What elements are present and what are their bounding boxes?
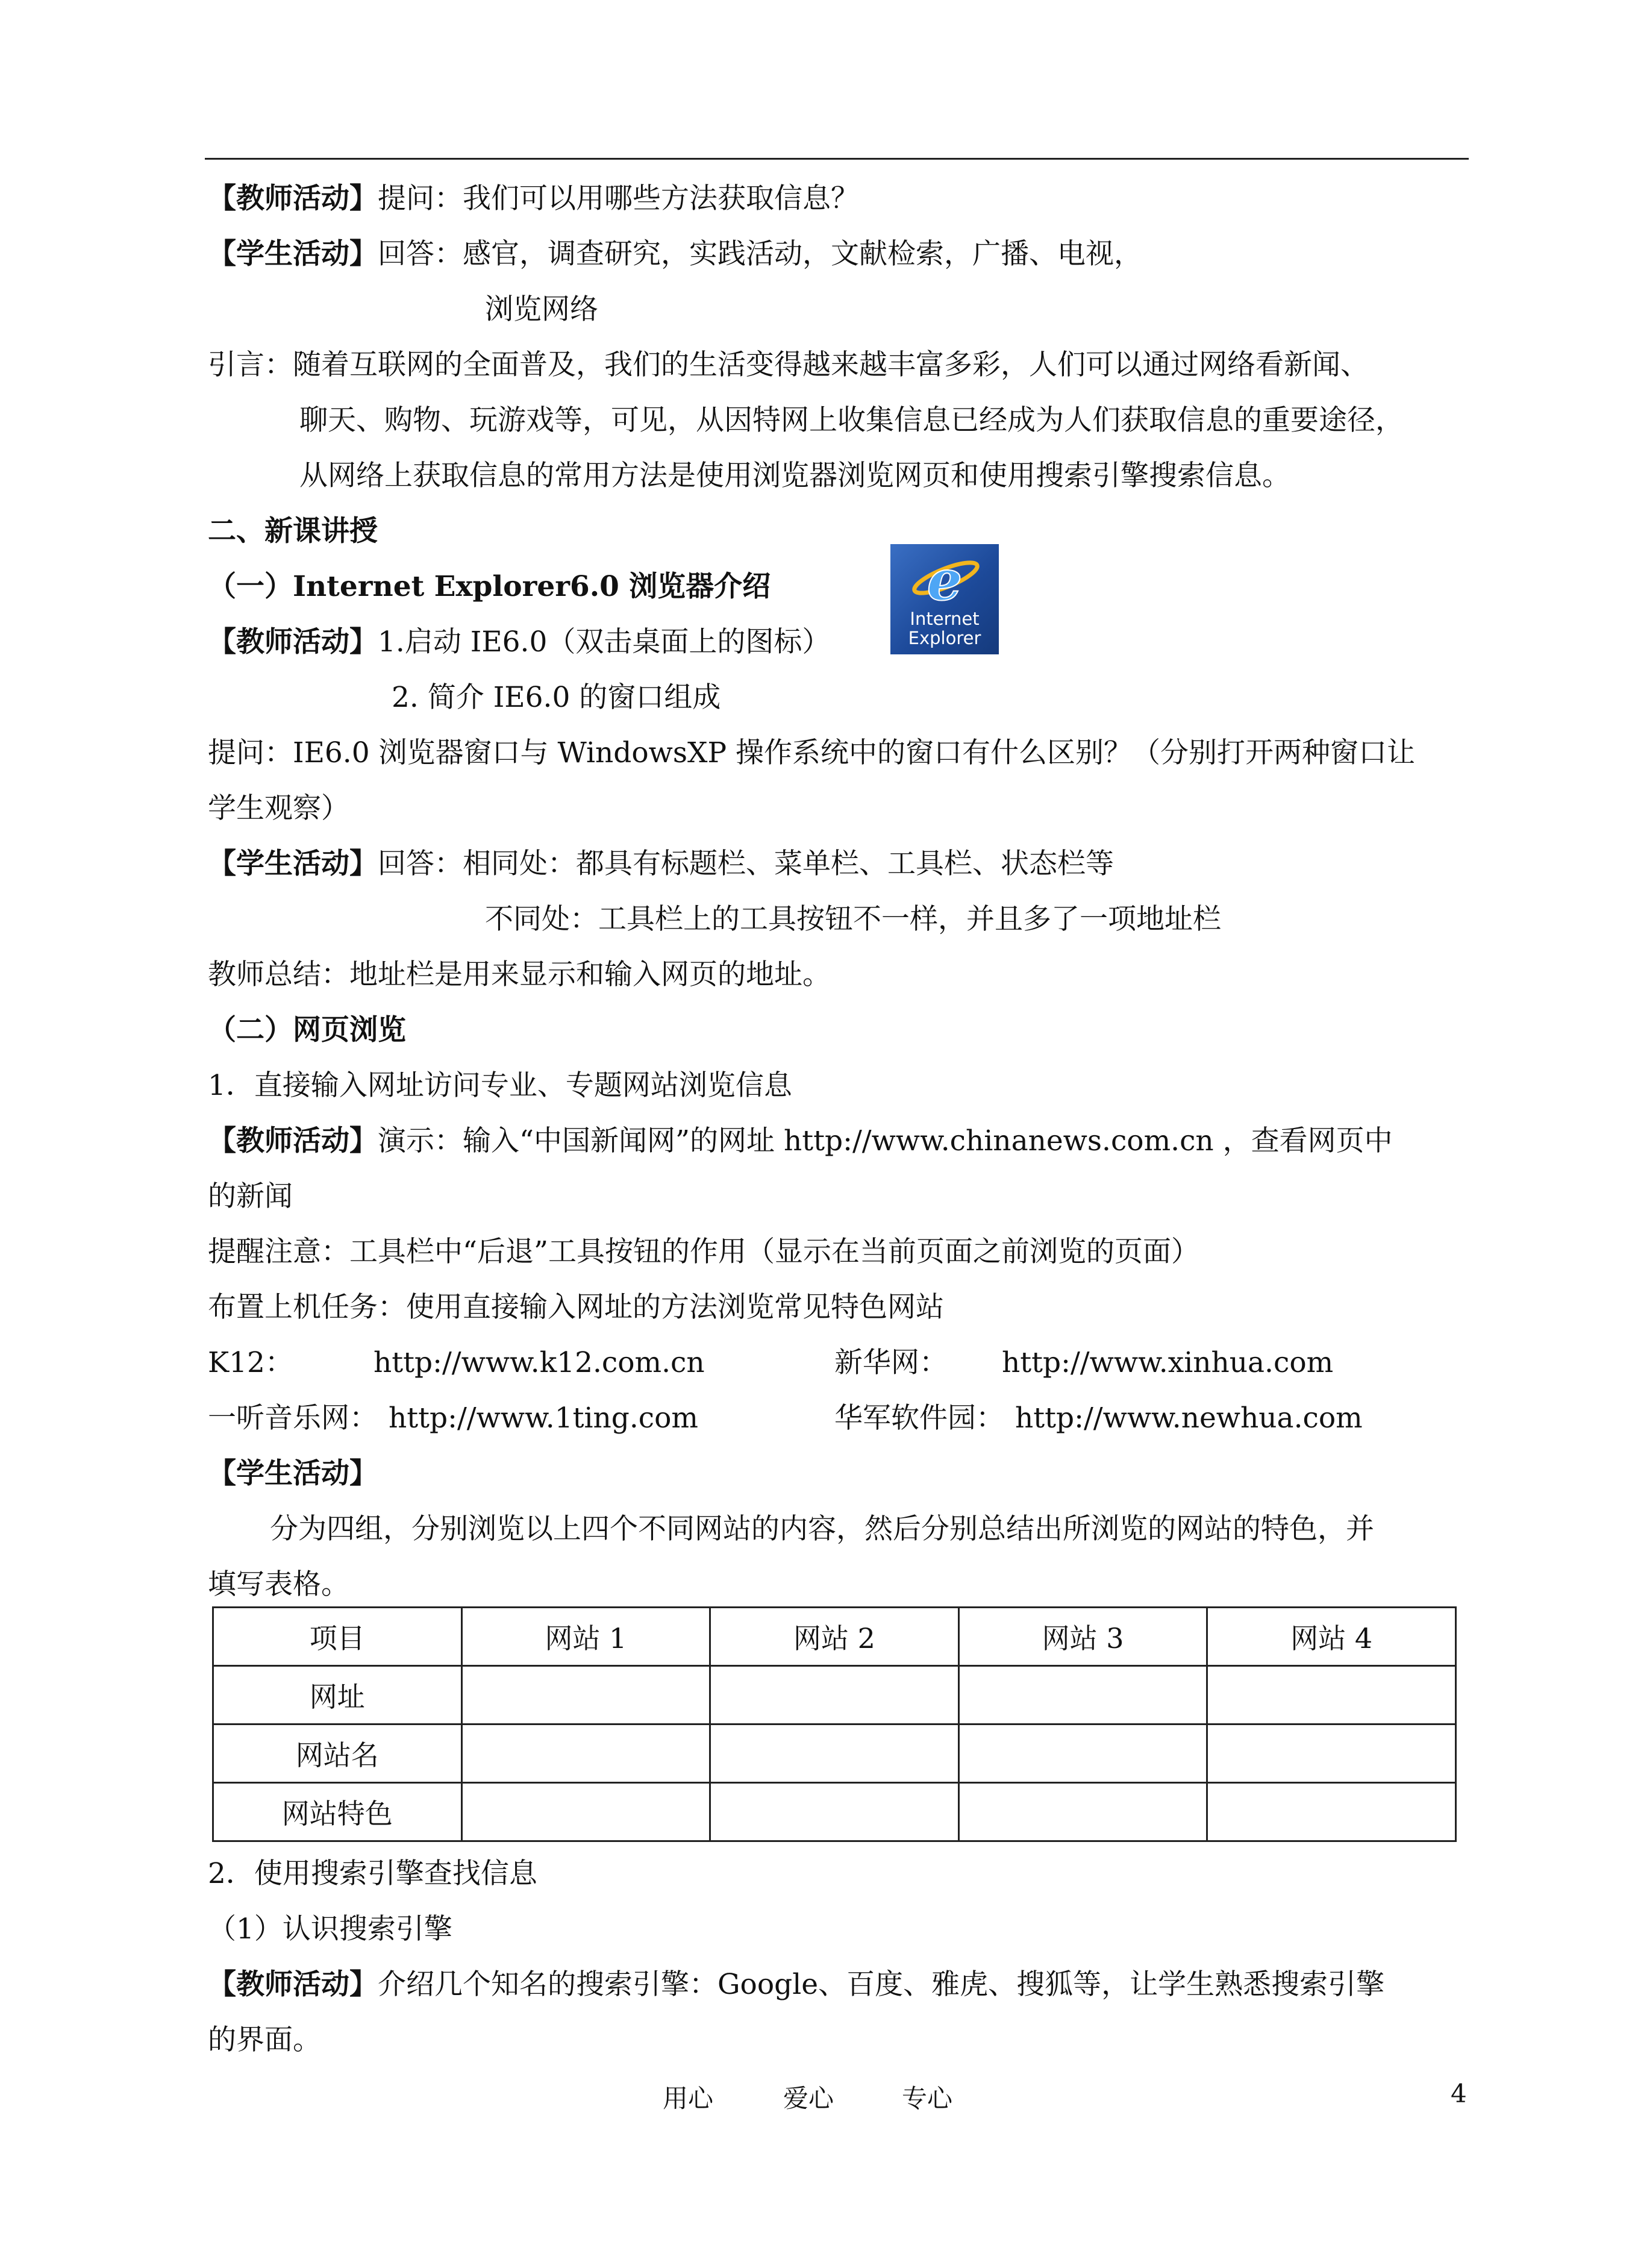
ie-icon-label-2: Explorer [908, 628, 981, 648]
line-assignment: 布置上机任务：使用直接输入网址的方法浏览常见特色网站 [208, 1291, 944, 1324]
site-url-1ting: http://www.1ting.com [389, 1402, 698, 1435]
table-row-label: 网址 [213, 1666, 462, 1724]
table-cell [958, 1724, 1207, 1783]
table-cell [461, 1724, 710, 1783]
line-ie-window: 2. 简介 IE6.0 的窗口组成 [392, 681, 721, 714]
line-teacher-question [208, 181, 859, 217]
line-answer-cont: 浏览网络 [485, 293, 598, 326]
line-reminder: 提醒注意：工具栏中“后退”工具按钮的作用（显示在当前页面之前浏览的页面） [208, 1235, 1200, 1268]
table-cell [461, 1666, 710, 1724]
website-table [212, 1606, 1457, 1842]
footer-text-mid: 爱心 [783, 2084, 834, 2113]
table-header-cell: 项目 [213, 1608, 462, 1666]
line-intro-2: 聊天、购物、玩游戏等，可见，从因特网上收集信息已经成为人们获取信息的重要途径， [299, 404, 1404, 437]
line-text: 1.启动 IE6.0（双击桌面上的图标） [378, 625, 831, 659]
header-rule [205, 158, 1469, 160]
line-teacher-demo [208, 1123, 1393, 1159]
teacher-activity-tag: 【教师活动】 [208, 625, 378, 659]
table-cell [1207, 1783, 1456, 1841]
subsection-heading-ie: （一）Internet Explorer6.0 浏览器介绍 [208, 570, 771, 603]
teacher-activity-tag: 【教师活动】 [208, 182, 378, 215]
table-cell [958, 1783, 1207, 1841]
internet-explorer-icon [890, 544, 999, 654]
page-number: 4 [1451, 2079, 1467, 2108]
table-header-cell: 网站 1 [461, 1608, 710, 1666]
line-group-task: 分为四组，分别浏览以上四个不同网站的内容，然后分别总结出所浏览的网站的特色，并 [270, 1512, 1374, 1546]
line-direct-url: 1．直接输入网址访问专业、专题网站浏览信息 [208, 1069, 792, 1102]
line-question-window: 提问：IE6.0 浏览器窗口与 WindowsXP 操作系统中的窗口有什么区别？（分别打开两种窗口让 [208, 736, 1416, 769]
table-cell [958, 1666, 1207, 1724]
site-name-xinhua: 新华网： [834, 1346, 948, 1379]
teacher-activity-tag: 【教师活动】 [208, 1968, 378, 2001]
line-text: 提问：我们可以用哪些方法获取信息？ [378, 182, 859, 215]
line-text: 回答：相同处：都具有标题栏、菜单栏、工具栏、状态栏等 [378, 847, 1114, 880]
site-name-1ting: 一听音乐网： [208, 1402, 378, 1435]
table-header-cell: 网站 2 [710, 1608, 959, 1666]
student-activity-tag: 【学生活动】 [208, 847, 378, 880]
line-teacher-summary: 教师总结：地址栏是用来显示和输入网页的地址。 [208, 958, 831, 991]
teacher-activity-tag: 【教师活动】 [208, 1124, 378, 1157]
table-cell [1207, 1666, 1456, 1724]
line-teacher-start-ie [208, 624, 830, 660]
line-text: 介绍几个知名的搜索引擎：Google、百度、雅虎、搜狐等，让学生熟悉搜索引擎 [378, 1968, 1385, 2001]
table-header-row [213, 1608, 1456, 1666]
line-intro-3: 从网络上获取信息的常用方法是使用浏览器浏览网页和使用搜索引擎搜索信息。 [299, 459, 1290, 492]
table-cell [710, 1783, 959, 1841]
site-url-xinhua: http://www.xinhua.com [1002, 1346, 1334, 1379]
site-name-newhua: 华军软件园： [834, 1402, 1004, 1435]
line-student-answer [208, 236, 1142, 272]
site-url-newhua: http://www.newhua.com [1015, 1402, 1363, 1435]
line-student-diff: 不同处：工具栏上的工具按钮不一样，并且多了一项地址栏 [485, 903, 1221, 936]
table-row-label: 网站名 [213, 1724, 462, 1783]
table-row [213, 1783, 1456, 1841]
table-header-cell: 网站 3 [958, 1608, 1207, 1666]
line-text: 演示：输入“中国新闻网”的网址 http://www.chinanews.com.cn ，查看网页中 [378, 1124, 1393, 1157]
site-url-k12: http://www.k12.com.cn [374, 1346, 705, 1379]
subsection-heading-browse: （二）网页浏览 [208, 1013, 406, 1047]
table-header-cell: 网站 4 [1207, 1608, 1456, 1666]
section-heading-new-lesson: 二、新课讲授 [208, 515, 378, 548]
line-teacher-demo-cont: 的新闻 [208, 1180, 293, 1213]
line-intro-1: 引言：随着互联网的全面普及，我们的生活变得越来越丰富多彩，人们可以通过网络看新闻、 [208, 348, 1369, 381]
line-teacher-search-cont: 的界面。 [208, 2023, 321, 2057]
ie-icon-label-1: Internet [910, 609, 980, 629]
line-teacher-search [208, 1967, 1384, 2003]
line-know-search-engine: （1）认识搜索引擎 [208, 1912, 452, 1946]
table-cell [1207, 1724, 1456, 1783]
table-cell [710, 1666, 959, 1724]
table-row-label: 网站特色 [213, 1783, 462, 1841]
line-text: 回答：感官，调查研究，实践活动，文献检索，广播、电视， [378, 237, 1142, 271]
footer-text-right: 专心 [902, 2084, 953, 2113]
table-row [213, 1724, 1456, 1783]
line-search-engine: 2．使用搜索引擎查找信息 [208, 1857, 537, 1890]
line-question-window-cont: 学生观察） [208, 792, 349, 825]
footer-text-left: 用心 [663, 2084, 714, 2113]
svg-text:e: e [927, 548, 963, 613]
table-cell [710, 1724, 959, 1783]
table-cell [461, 1783, 710, 1841]
site-name-k12: K12： [208, 1346, 293, 1379]
line-student-same [208, 846, 1114, 882]
student-activity-heading: 【学生活动】 [208, 1457, 378, 1490]
student-activity-tag: 【学生活动】 [208, 237, 378, 271]
line-group-task-cont: 填写表格。 [208, 1568, 349, 1601]
table-row [213, 1666, 1456, 1724]
